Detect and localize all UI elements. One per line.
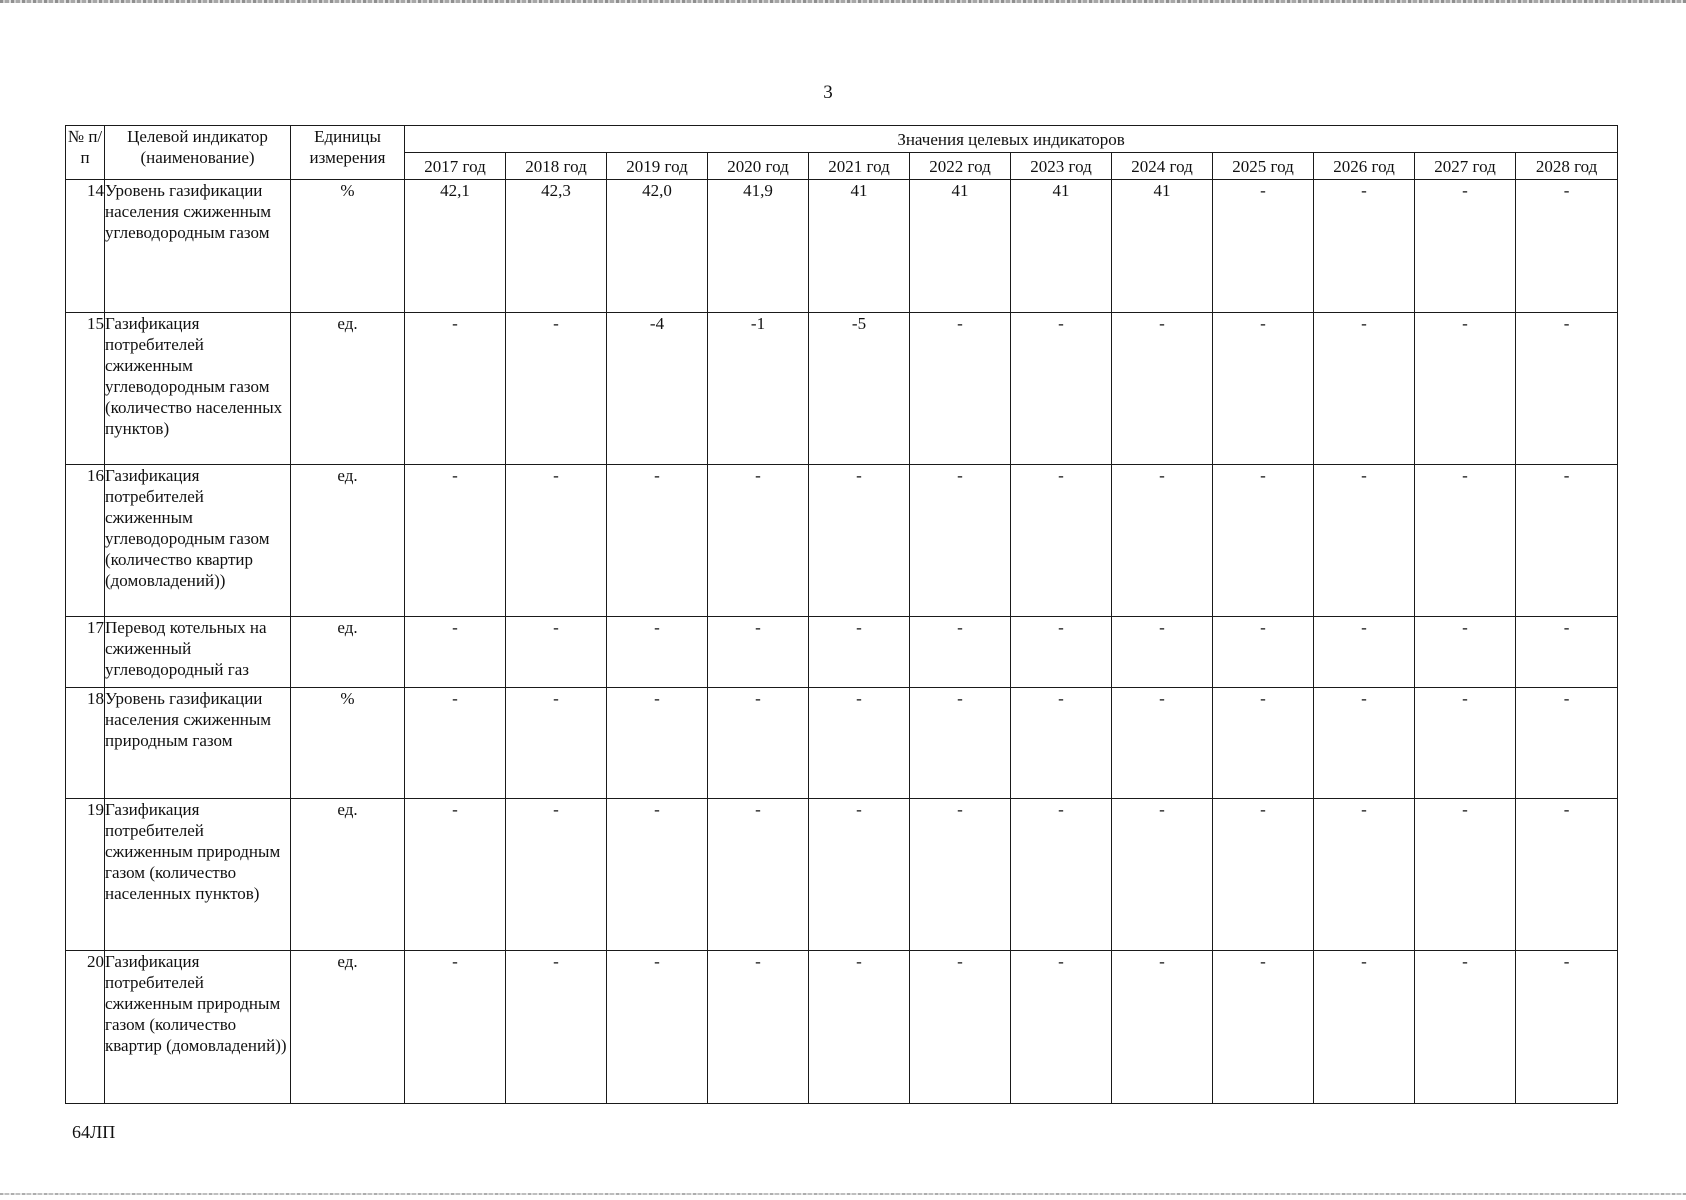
value-cell: - [1011,951,1112,1104]
value-cell: - [1314,799,1415,951]
value-cell: - [506,951,607,1104]
indicator-name-cell: Уровень газификации населения сжиженным природным газом [105,688,291,799]
indicators-body [66,180,1618,1104]
header-year: 2024 год [1112,153,1213,180]
unit-cell: ед. [291,799,405,951]
value-cell: - [506,313,607,465]
value-cell: - [1516,617,1618,688]
scan-edge-top [0,0,1686,3]
value-cell: - [405,951,506,1104]
footer-code: 64ЛП [72,1122,116,1142]
value-cell: - [405,313,506,465]
value-cell: 41 [910,180,1011,313]
indicator-name-cell: Газификация потребителей сжиженным природным газом (количество населенных пунктов) [105,799,291,951]
value-cell: - [405,688,506,799]
header-year: 2018 год [506,153,607,180]
value-cell: - [708,951,809,1104]
header-year: 2017 год [405,153,506,180]
value-cell: - [1516,688,1618,799]
value-cell: - [405,799,506,951]
value-cell: - [1213,180,1314,313]
table-row [66,799,1618,951]
header-year: 2025 год [1213,153,1314,180]
value-cell: - [1112,951,1213,1104]
unit-cell: ед. [291,465,405,617]
value-cell: - [1314,617,1415,688]
value-cell: - [809,688,910,799]
value-cell: - [1314,951,1415,1104]
table-row [66,465,1618,617]
table-row [66,688,1618,799]
header-year: 2023 год [1011,153,1112,180]
value-cell: - [506,465,607,617]
indicator-name-cell: Уровень газификации населения сжиженным углеводородным газом [105,180,291,313]
value-cell: - [1415,617,1516,688]
value-cell: - [1213,617,1314,688]
header-year: 2028 год [1516,153,1618,180]
value-cell: 42,0 [607,180,708,313]
value-cell: - [910,799,1011,951]
value-cell: - [1011,313,1112,465]
header-year: 2026 год [1314,153,1415,180]
value-cell: - [708,465,809,617]
value-cell: - [1011,465,1112,617]
table-row [66,313,1618,465]
table-row [66,617,1618,688]
unit-cell: ед. [291,313,405,465]
value-cell: - [607,799,708,951]
indicator-name-cell: Газификация потребителей сжиженным природным газом (количество квартир (домовладений)) [105,951,291,1104]
value-cell: - [708,617,809,688]
value-cell: -5 [809,313,910,465]
unit-cell: ед. [291,951,405,1104]
row-number-cell: 19 [66,799,105,951]
value-cell: - [506,688,607,799]
header-unit: Единицы измерения [291,126,405,180]
value-cell: - [607,617,708,688]
value-cell: - [809,951,910,1104]
header-name: Целевой индикатор (наименование) [105,126,291,180]
value-cell: - [1415,180,1516,313]
page-number: 3 [823,82,833,103]
value-cell: - [607,688,708,799]
value-cell: 42,3 [506,180,607,313]
value-cell: - [910,951,1011,1104]
value-cell: - [1314,465,1415,617]
value-cell: - [1213,951,1314,1104]
value-cell: - [1011,688,1112,799]
value-cell: - [1314,313,1415,465]
value-cell: - [1516,313,1618,465]
value-cell: - [1516,951,1618,1104]
value-cell: 42,1 [405,180,506,313]
value-cell: - [506,799,607,951]
row-number-cell: 18 [66,688,105,799]
value-cell: - [1516,465,1618,617]
table-row [66,180,1618,313]
value-cell: - [1314,688,1415,799]
value-cell: - [1314,180,1415,313]
value-cell: - [607,951,708,1104]
indicator-name-cell: Газификация потребителей сжиженным углеводородным газом (количество квартир (домовладений)) [105,465,291,617]
value-cell: - [1112,688,1213,799]
value-cell: 41 [1112,180,1213,313]
value-cell: - [1415,799,1516,951]
value-cell: - [1415,465,1516,617]
value-cell: - [1516,180,1618,313]
value-cell: - [1213,313,1314,465]
value-cell: -4 [607,313,708,465]
value-cell: 41 [809,180,910,313]
row-number-cell: 14 [66,180,105,313]
value-cell: 41 [1011,180,1112,313]
value-cell: - [1011,617,1112,688]
header-values-group: Значения целевых индикаторов [405,126,1618,153]
indicator-name-cell: Перевод котельных на сжиженный углеводородный газ [105,617,291,688]
value-cell: - [1011,799,1112,951]
header-year: 2022 год [910,153,1011,180]
value-cell: 41,9 [708,180,809,313]
indicator-name-cell: Газификация потребителей сжиженным углеводородным газом (количество населенных пунктов) [105,313,291,465]
value-cell: - [910,688,1011,799]
value-cell: - [1112,799,1213,951]
indicators-table [65,125,1618,1104]
value-cell: - [708,799,809,951]
value-cell: - [1112,465,1213,617]
table-row [66,951,1618,1104]
header-num: № п/п [66,126,105,180]
unit-cell: ед. [291,617,405,688]
value-cell: - [910,313,1011,465]
value-cell: - [708,688,809,799]
value-cell: - [1213,799,1314,951]
row-number-cell: 15 [66,313,105,465]
value-cell: - [405,465,506,617]
value-cell: -1 [708,313,809,465]
value-cell: - [1213,688,1314,799]
scan-edge-bottom [0,1193,1686,1195]
row-number-cell: 20 [66,951,105,1104]
unit-cell: % [291,688,405,799]
header-row-top [66,126,1618,153]
value-cell: - [1213,465,1314,617]
value-cell: - [1415,313,1516,465]
value-cell: - [405,617,506,688]
value-cell: - [1415,688,1516,799]
value-cell: - [1516,799,1618,951]
value-cell: - [1112,617,1213,688]
value-cell: - [607,465,708,617]
value-cell: - [910,617,1011,688]
header-year: 2019 год [607,153,708,180]
header-year: 2021 год [809,153,910,180]
row-number-cell: 17 [66,617,105,688]
header-year: 2027 год [1415,153,1516,180]
value-cell: - [506,617,607,688]
row-number-cell: 16 [66,465,105,617]
value-cell: - [809,617,910,688]
value-cell: - [1112,313,1213,465]
value-cell: - [1415,951,1516,1104]
value-cell: - [809,465,910,617]
unit-cell: % [291,180,405,313]
value-cell: - [910,465,1011,617]
value-cell: - [809,799,910,951]
header-year: 2020 год [708,153,809,180]
